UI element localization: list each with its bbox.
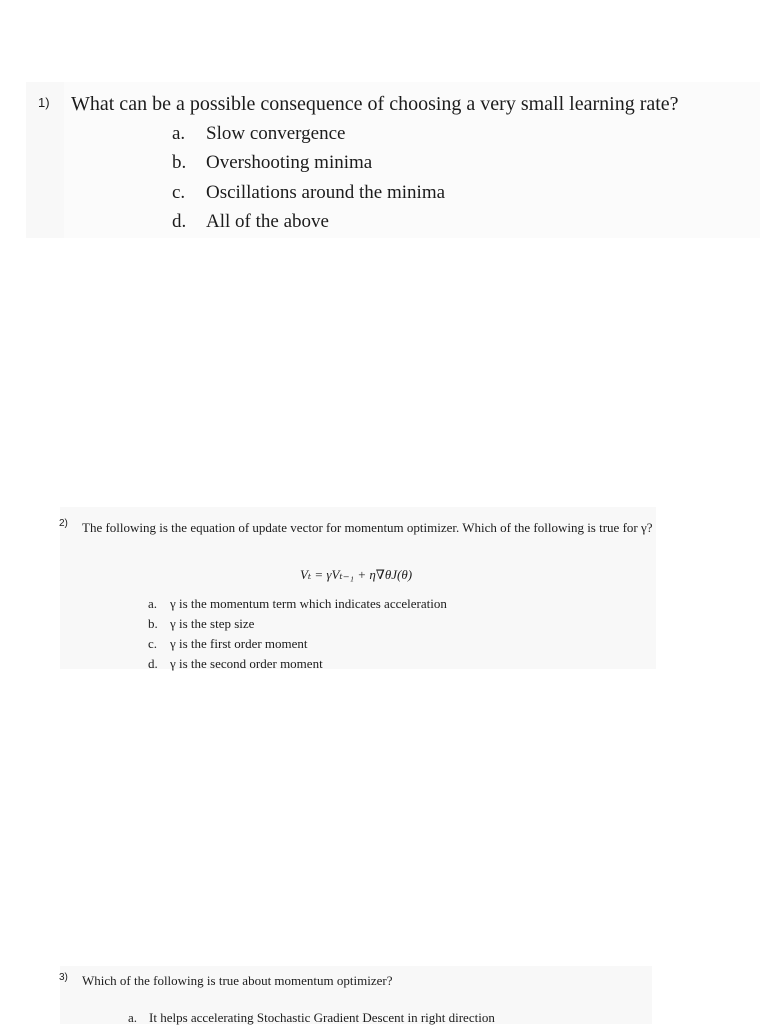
option-text: γ is the step size xyxy=(170,616,255,631)
question-1-number: 1) xyxy=(38,95,50,110)
option-text: It helps accelerating Stochastic Gradient Descent in right direction xyxy=(149,1010,495,1025)
option-text: Overshooting minima xyxy=(206,152,373,173)
option-letter: c. xyxy=(148,636,158,651)
question-1-text: What can be a possible consequence of choosing a very small learning rate? xyxy=(71,93,679,115)
option-letter: b. xyxy=(148,616,158,631)
option-text: γ is the momentum term which indicates acceleration xyxy=(170,596,447,611)
question-2-text: The following is the equation of update vector for momentum optimizer. Which of the following is true for γ? xyxy=(82,520,653,535)
question-1-option-a xyxy=(172,123,345,145)
option-text: Oscillations around the minima xyxy=(206,182,446,203)
option-text: γ is the first order moment xyxy=(170,636,308,651)
option-text: Slow convergence xyxy=(206,123,346,144)
question-2-option-a xyxy=(148,596,447,612)
option-letter: d. xyxy=(172,211,187,232)
question-3-text: Which of the following is true about momentum optimizer? xyxy=(82,973,393,988)
question-1-option-b xyxy=(172,152,372,174)
option-letter: d. xyxy=(148,656,158,671)
option-letter: c. xyxy=(172,182,186,203)
question-2-option-c xyxy=(148,636,308,652)
option-letter: b. xyxy=(172,152,187,173)
question-3-number: 3) xyxy=(59,972,68,983)
option-letter: a. xyxy=(128,1010,138,1025)
question-1-option-c xyxy=(172,182,445,204)
question-2-option-b xyxy=(148,616,254,632)
question-1-option-d xyxy=(172,211,329,233)
question-2-option-d xyxy=(148,656,323,672)
option-text: γ is the second order moment xyxy=(170,656,323,671)
option-letter: a. xyxy=(148,596,158,611)
momentum-equation: Vₜ = γVₜ₋₁ + η∇θJ(θ) xyxy=(300,567,413,582)
option-text: All of the above xyxy=(206,211,329,232)
option-letter: a. xyxy=(172,123,186,144)
question-2-number: 2) xyxy=(59,518,68,529)
